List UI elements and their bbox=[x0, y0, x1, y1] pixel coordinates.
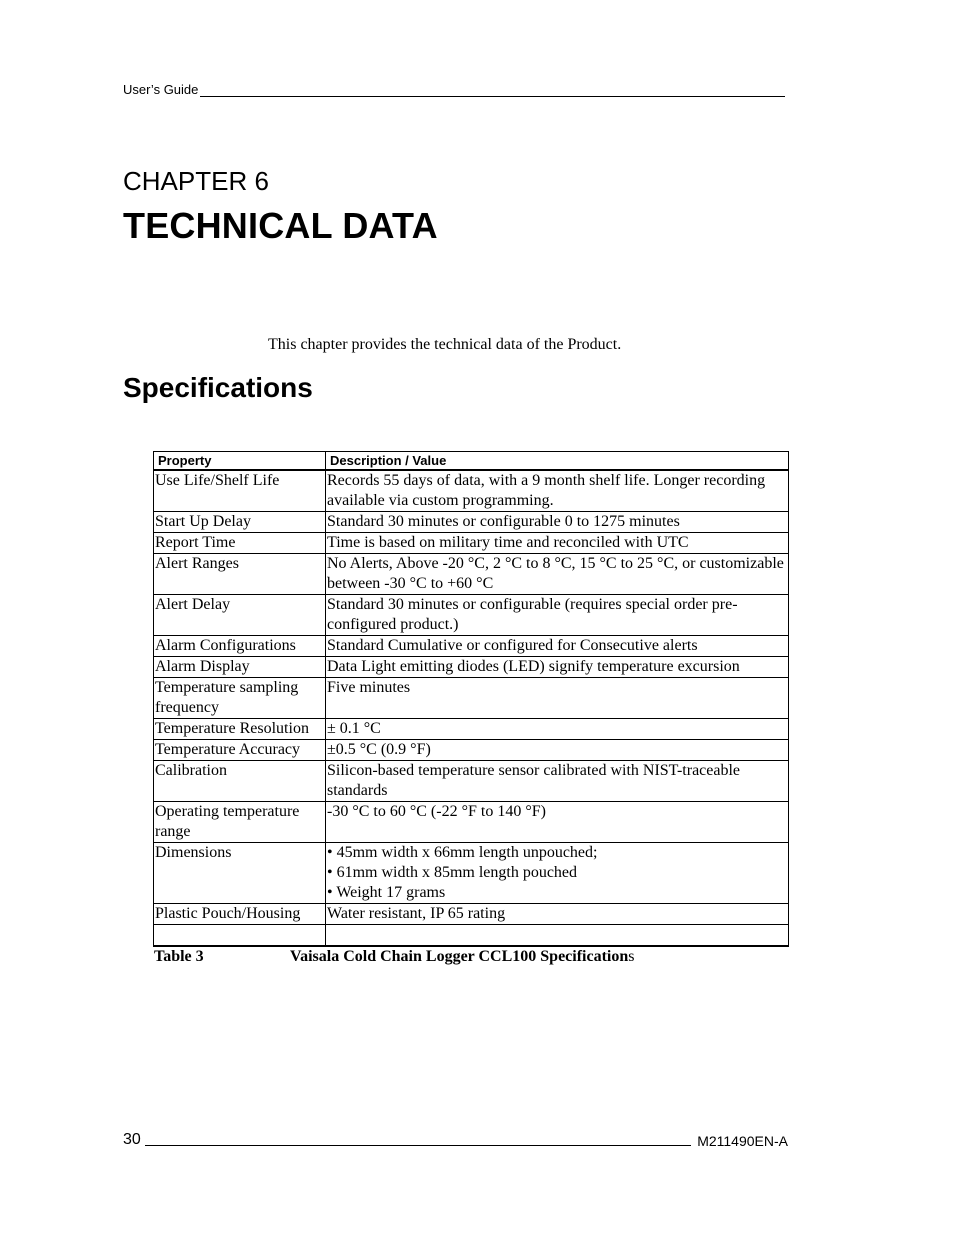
value-cell: ±0.5 °C (0.9 °F) bbox=[326, 740, 789, 761]
specifications-table bbox=[153, 451, 789, 947]
property-cell: Report Time bbox=[154, 533, 326, 554]
footer-rule bbox=[145, 1145, 691, 1146]
property-cell: Temperature Accuracy bbox=[154, 740, 326, 761]
column-header-value: Description / Value bbox=[326, 452, 789, 471]
page-number: 30 bbox=[123, 1131, 141, 1148]
table-row bbox=[154, 678, 789, 719]
property-cell: Temperature Resolution bbox=[154, 719, 326, 740]
table-row bbox=[154, 761, 789, 802]
chapter-label: CHAPTER 6 bbox=[123, 166, 269, 196]
property-cell: Use Life/Shelf Life bbox=[154, 470, 326, 512]
table-row bbox=[154, 843, 789, 904]
table-caption-trailing: s bbox=[628, 948, 635, 965]
value-cell bbox=[326, 843, 789, 904]
table-caption-text: Vaisala Cold Chain Logger CCL100 Specification bbox=[290, 948, 629, 965]
value-cell: Five minutes bbox=[326, 678, 789, 719]
value-cell: ± 0.1 °C bbox=[326, 719, 789, 740]
column-header-property: Property bbox=[154, 452, 326, 471]
property-cell: Alarm Display bbox=[154, 657, 326, 678]
table-row bbox=[154, 904, 789, 925]
value-cell: Standard 30 minutes or configurable 0 to 1275 minutes bbox=[326, 512, 789, 533]
table-header-row bbox=[154, 452, 789, 471]
property-cell: Plastic Pouch/Housing bbox=[154, 904, 326, 925]
property-cell: Start Up Delay bbox=[154, 512, 326, 533]
table-row bbox=[154, 719, 789, 740]
table-row bbox=[154, 657, 789, 678]
property-cell: Operating temperature range bbox=[154, 802, 326, 843]
table-row bbox=[154, 470, 789, 512]
intro-paragraph: This chapter provides the technical data of the Product. bbox=[268, 336, 622, 353]
table-caption-number: Table 3 bbox=[154, 948, 204, 965]
page-footer bbox=[123, 1131, 788, 1149]
table-caption bbox=[154, 948, 635, 966]
section-title: Specifications bbox=[123, 372, 313, 403]
value-cell: Silicon-based temperature sensor calibrated with NIST-traceable standards bbox=[326, 761, 789, 802]
value-cell: Standard Cumulative or configured for Consecutive alerts bbox=[326, 636, 789, 657]
table-row bbox=[154, 740, 789, 761]
value-cell: No Alerts, Above -20 °C, 2 °C to 8 °C, 15 °C to 25 °C, or customizable between -30 °C to +60 °C bbox=[326, 554, 789, 595]
value-cell: Water resistant, IP 65 rating bbox=[326, 904, 789, 925]
header-rule bbox=[200, 84, 785, 97]
property-cell bbox=[154, 925, 326, 947]
table-row bbox=[154, 802, 789, 843]
property-cell: Dimensions bbox=[154, 843, 326, 904]
dimension-item: • Weight 17 grams bbox=[327, 884, 446, 901]
document-id: M211490EN-A bbox=[697, 1133, 788, 1149]
value-cell: Standard 30 minutes or configurable (requires special order pre-configured product.) bbox=[326, 595, 789, 636]
dimension-item: • 45mm width x 66mm length unpouched; bbox=[327, 844, 598, 861]
table-row bbox=[154, 533, 789, 554]
property-cell: Temperature sampling frequency bbox=[154, 678, 326, 719]
property-cell: Calibration bbox=[154, 761, 326, 802]
chapter-title: TECHNICAL DATA bbox=[123, 205, 438, 246]
table-row bbox=[154, 554, 789, 595]
property-cell: Alarm Configurations bbox=[154, 636, 326, 657]
dimension-item: • 61mm width x 85mm length pouched bbox=[327, 864, 578, 881]
table-row bbox=[154, 595, 789, 636]
running-header bbox=[123, 82, 785, 97]
running-title: User’s Guide bbox=[123, 82, 199, 97]
table-row bbox=[154, 636, 789, 657]
table-row bbox=[154, 512, 789, 533]
value-cell: Time is based on military time and reconciled with UTC bbox=[326, 533, 789, 554]
property-cell: Alert Delay bbox=[154, 595, 326, 636]
value-cell: Data Light emitting diodes (LED) signify temperature excursion bbox=[326, 657, 789, 678]
property-cell: Alert Ranges bbox=[154, 554, 326, 595]
table-row-empty bbox=[154, 925, 789, 947]
value-cell: Records 55 days of data, with a 9 month shelf life. Longer recording available via custom programming. bbox=[326, 470, 789, 512]
value-cell: -30 °C to 60 °C (-22 °F to 140 °F) bbox=[326, 802, 789, 843]
value-cell bbox=[326, 925, 789, 947]
